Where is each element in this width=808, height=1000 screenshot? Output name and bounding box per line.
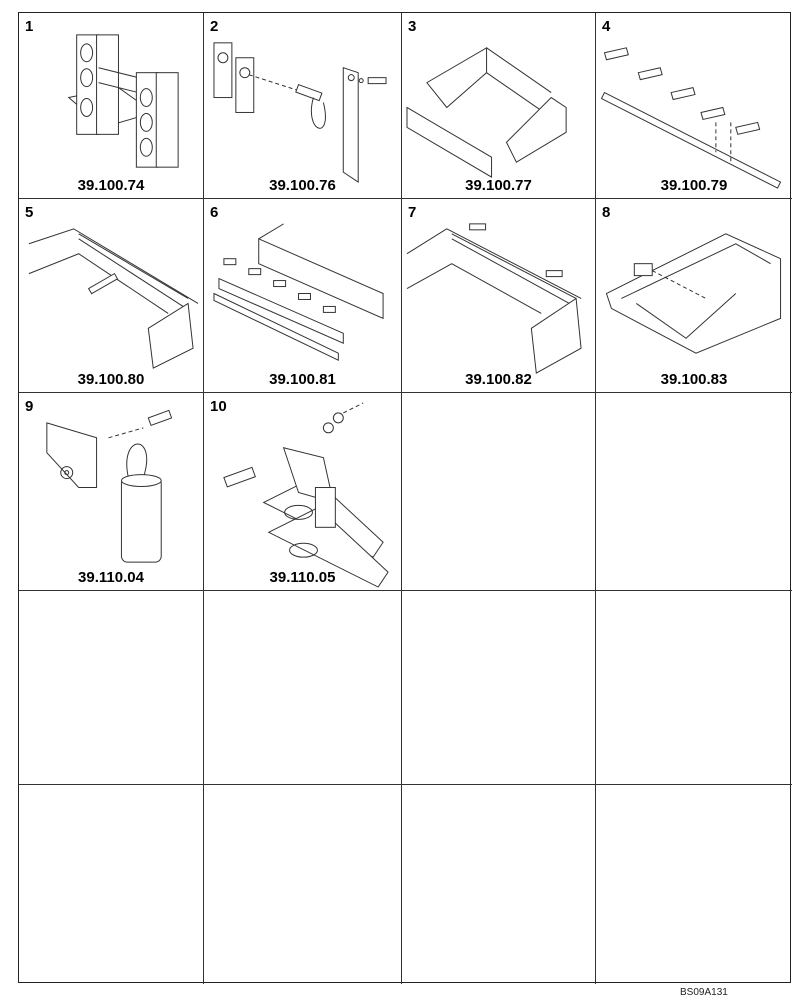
cell-number: 4 — [602, 18, 611, 35]
part-cell-5[interactable] — [19, 199, 204, 393]
part-code: 39.100.83 — [660, 371, 728, 388]
empty-cell — [19, 785, 204, 984]
empty-cell — [402, 591, 596, 785]
empty-cell — [596, 393, 792, 591]
frame-rear-detail-icon — [19, 199, 203, 392]
tow-bracket-icon — [204, 393, 401, 590]
cell-number: 1 — [25, 18, 34, 35]
part-cell-4[interactable] — [596, 13, 792, 199]
empty-cell — [402, 393, 596, 591]
part-cell-8[interactable] — [596, 199, 792, 393]
cell-number: 8 — [602, 204, 611, 221]
part-code: 39.100.82 — [465, 371, 532, 388]
cell-number: 6 — [210, 204, 219, 221]
cell-number: 5 — [25, 204, 34, 221]
part-cell-1[interactable] — [19, 13, 204, 199]
empty-cell — [204, 591, 402, 785]
part-cell-10[interactable] — [204, 393, 402, 591]
part-code: 39.100.81 — [269, 371, 336, 388]
cell-number: 7 — [408, 204, 417, 221]
empty-cell — [596, 785, 792, 984]
clevis-pin-chain-icon — [204, 13, 401, 198]
parts-index-grid — [18, 12, 791, 983]
part-cell-3[interactable] — [402, 13, 596, 199]
empty-cell — [596, 591, 792, 785]
empty-cell — [402, 785, 596, 984]
part-code: 39.100.77 — [465, 177, 532, 194]
crossbar-with-clips-icon — [204, 199, 401, 392]
hitch-bracket-icon — [19, 13, 203, 198]
empty-cell — [19, 591, 204, 785]
part-cell-6[interactable] — [204, 199, 402, 393]
frame-with-tabs-icon — [402, 199, 595, 392]
part-cell-2[interactable] — [204, 13, 402, 199]
part-code: 39.100.80 — [77, 371, 145, 388]
part-code: 39.100.79 — [660, 177, 728, 194]
cell-number: 9 — [25, 398, 34, 415]
cell-number: 2 — [210, 18, 219, 35]
part-cell-7[interactable] — [402, 199, 596, 393]
part-code: 39.100.76 — [269, 177, 336, 194]
part-cell-9[interactable] — [19, 393, 204, 591]
part-code: 39.110.05 — [269, 569, 336, 586]
rail-with-brackets-icon — [596, 13, 792, 198]
empty-cell — [204, 785, 402, 984]
part-code: 39.110.04 — [78, 569, 144, 586]
chassis-plate-icon — [596, 199, 792, 392]
frame-with-front-bar-icon — [402, 13, 595, 198]
cell-number: 3 — [408, 18, 417, 35]
sheet-reference-code: BS09A131 — [680, 987, 728, 998]
cell-number: 10 — [210, 398, 227, 415]
plate-and-lock-pin-icon — [19, 393, 203, 590]
part-code: 39.100.74 — [77, 177, 145, 194]
